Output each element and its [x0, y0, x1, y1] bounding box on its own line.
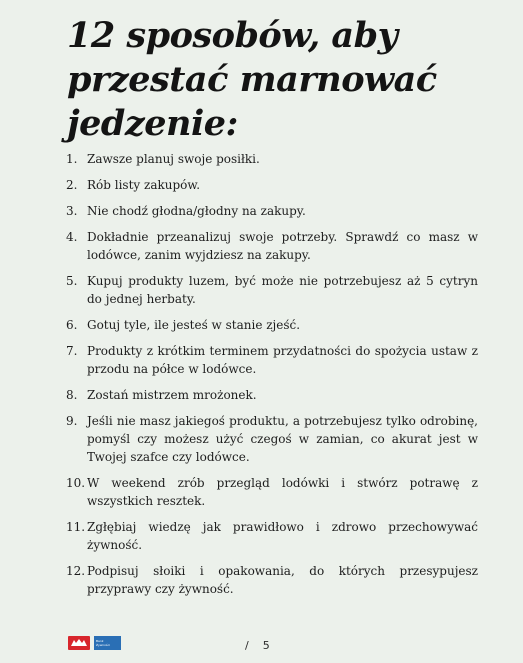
list-item — [66, 386, 478, 404]
item-number: 1. — [66, 152, 78, 166]
item-text: Jeśli nie masz jakiegoś produktu, a potrzebujesz tylko odrobinę, pomyśl czy możesz użyć czegoś w zamian, co akurat jest w Twojej szafce czy lodówce. — [87, 414, 478, 464]
list-item — [66, 272, 478, 308]
item-number: 8. — [66, 388, 78, 402]
item-text: Kupuj produkty luzem, być może nie potrzebujesz aż 5 cytryn do jednej herbaty. — [87, 274, 478, 306]
food-bank-logo-icon — [68, 636, 90, 650]
item-number: 9. — [66, 414, 78, 428]
item-text: W weekend zrób przegląd lodówki i stwórz potrawę z wszystkich resztek. — [87, 476, 478, 508]
item-number: 3. — [66, 204, 78, 218]
page-number: 5 — [262, 639, 270, 652]
item-number: 2. — [66, 178, 78, 192]
item-number: 5. — [66, 274, 78, 288]
page-footer — [245, 639, 270, 652]
list-item — [66, 176, 478, 194]
list-item — [66, 518, 478, 554]
list-item — [66, 412, 478, 466]
logo-badge — [94, 636, 121, 650]
item-number: 7. — [66, 344, 78, 358]
item-text: Gotuj tyle, ile jesteś w stanie zjeść. — [87, 318, 301, 332]
item-number: 10. — [66, 476, 86, 490]
item-text: Zostań mistrzem mrożonek. — [87, 388, 257, 402]
item-text: Produkty z krótkim terminem przydatności do spożycia ustaw z przodu na półce w lodówce. — [87, 344, 478, 376]
logo-badge-text: Żywności — [96, 643, 111, 647]
page-title — [67, 14, 497, 146]
list-item — [66, 474, 478, 510]
list-item — [66, 228, 478, 264]
list-item — [66, 202, 478, 220]
list-item — [66, 562, 478, 598]
item-number: 4. — [66, 230, 78, 244]
item-text: Nie chodź głodna/głodny na zakupy. — [87, 204, 306, 218]
item-text: Dokładnie przeanalizuj swoje potrzeby. Sprawdź co masz w lodówce, zanim wyjdziesz na zakupy. — [87, 230, 478, 262]
title-line: jedzenie: — [67, 103, 238, 144]
item-text: Rób listy zakupów. — [87, 178, 201, 192]
list-item — [66, 316, 478, 334]
item-number: 11. — [66, 520, 86, 534]
item-number: 12. — [66, 564, 86, 578]
item-text: Zawsze planuj swoje posiłki. — [87, 152, 260, 166]
list-item — [66, 342, 478, 378]
item-text: Podpisuj słoiki i opakowania, do których przesypujesz przyprawy czy żywność. — [87, 564, 478, 596]
publisher-logo — [68, 636, 121, 650]
list-item — [66, 150, 478, 168]
logo-badge-text: Bank — [96, 639, 104, 643]
title-line: przestać marnować — [67, 59, 437, 100]
footer-separator: / — [245, 639, 249, 652]
item-text: Zgłębiaj wiedzę jak prawidłowo i zdrowo przechowywać żywność. — [87, 520, 478, 552]
title-line: 12 sposobów, aby — [67, 15, 398, 56]
item-number: 6. — [66, 318, 78, 332]
tips-list — [66, 150, 478, 606]
